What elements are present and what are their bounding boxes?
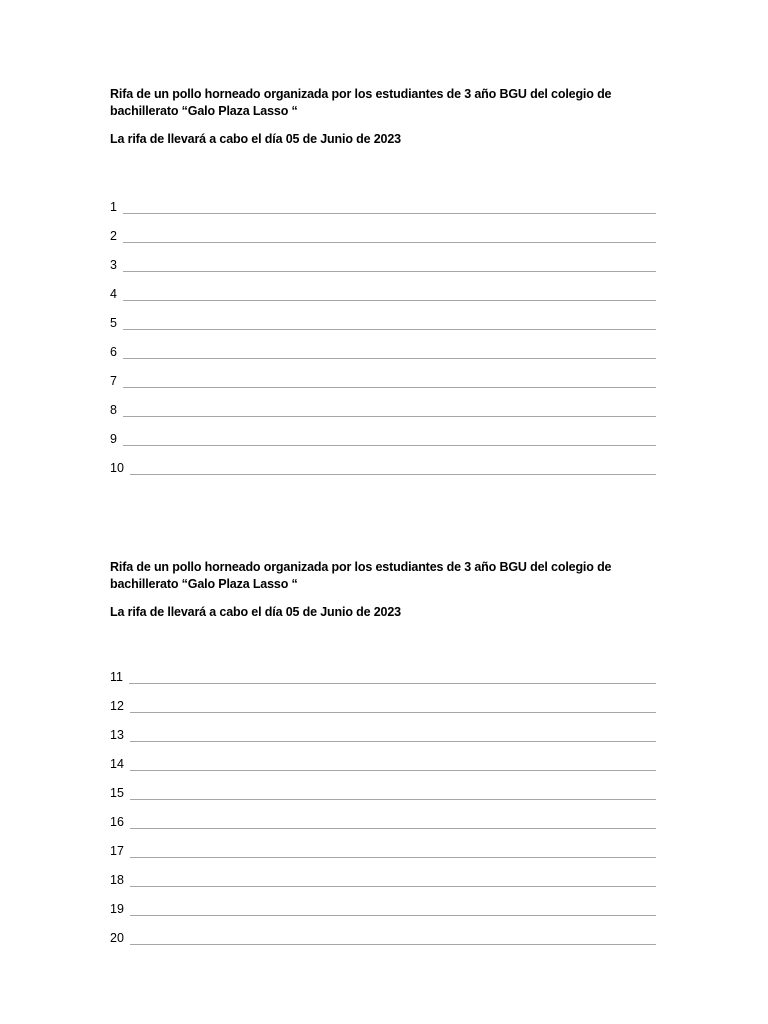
entry-blank-line[interactable]: [130, 856, 656, 858]
raffle-date: La rifa de llevará a cabo el día 05 de Junio de 2023: [110, 605, 401, 619]
raffle-title: Rifa de un pollo horneado organizada por los estudiantes de 3 año BGU del colegio de bachillerato “Galo Plaza Lasso “: [110, 560, 612, 591]
raffle-date: La rifa de llevará a cabo el día 05 de Junio de 2023: [110, 132, 401, 146]
raffle-entry[interactable]: [110, 390, 656, 419]
entry-blank-line[interactable]: [130, 827, 656, 829]
entry-number: 15: [110, 786, 124, 800]
entry-blank-line[interactable]: [130, 798, 656, 800]
entry-blank-line[interactable]: [130, 885, 656, 887]
raffle-entry[interactable]: [110, 303, 656, 332]
entry-number: 5: [110, 316, 117, 330]
entry-blank-line[interactable]: [130, 769, 656, 771]
entry-blank-line[interactable]: [123, 444, 656, 446]
entry-number: 20: [110, 931, 124, 945]
entry-blank-line[interactable]: [129, 682, 656, 684]
entry-blank-line[interactable]: [123, 357, 656, 359]
raffle-entry[interactable]: [110, 332, 656, 361]
entry-blank-line[interactable]: [123, 241, 656, 243]
raffle-entry[interactable]: [110, 245, 656, 274]
raffle-entry[interactable]: [110, 860, 656, 889]
entry-number: 8: [110, 403, 117, 417]
entry-number: 1: [110, 200, 117, 214]
entry-number: 17: [110, 844, 124, 858]
entry-blank-line[interactable]: [123, 270, 656, 272]
raffle-entry[interactable]: [110, 361, 656, 390]
entry-number: 7: [110, 374, 117, 388]
raffle-entry[interactable]: [110, 274, 656, 303]
entry-blank-line[interactable]: [123, 299, 656, 301]
entry-number: 13: [110, 728, 124, 742]
entry-blank-line[interactable]: [130, 943, 656, 945]
entry-blank-line[interactable]: [123, 415, 656, 417]
raffle-entry[interactable]: [110, 686, 656, 715]
raffle-entry[interactable]: [110, 448, 656, 477]
entry-number: 16: [110, 815, 124, 829]
raffle-entry[interactable]: [110, 802, 656, 831]
raffle-entry[interactable]: [110, 187, 656, 216]
entry-number: 9: [110, 432, 117, 446]
entry-number: 19: [110, 902, 124, 916]
entry-blank-line[interactable]: [130, 473, 656, 475]
entry-blank-line[interactable]: [130, 914, 656, 916]
raffle-entry[interactable]: [110, 657, 656, 686]
entry-number: 11: [110, 670, 123, 684]
raffle-entry[interactable]: [110, 419, 656, 448]
raffle-entry[interactable]: [110, 773, 656, 802]
entry-blank-line[interactable]: [130, 711, 656, 713]
entry-blank-line[interactable]: [123, 212, 656, 214]
entry-number: 6: [110, 345, 117, 359]
entry-blank-line[interactable]: [123, 328, 656, 330]
entry-number: 4: [110, 287, 117, 301]
entry-number: 14: [110, 757, 124, 771]
raffle-entry-list: [110, 187, 656, 477]
entry-blank-line[interactable]: [130, 740, 656, 742]
raffle-entry[interactable]: [110, 715, 656, 744]
raffle-title: Rifa de un pollo horneado organizada por los estudiantes de 3 año BGU del colegio de bachillerato “Galo Plaza Lasso “: [110, 87, 612, 118]
entry-blank-line[interactable]: [123, 386, 656, 388]
entry-number: 10: [110, 461, 124, 475]
raffle-entry[interactable]: [110, 831, 656, 860]
entry-number: 3: [110, 258, 117, 272]
entry-number: 2: [110, 229, 117, 243]
raffle-entry[interactable]: [110, 889, 656, 918]
raffle-entry[interactable]: [110, 744, 656, 773]
entry-number: 12: [110, 699, 124, 713]
raffle-sheet-2: [110, 559, 656, 947]
raffle-entry-list: [110, 657, 656, 947]
raffle-entry[interactable]: [110, 918, 656, 947]
entry-number: 18: [110, 873, 124, 887]
raffle-sheet-1: [110, 86, 656, 477]
raffle-entry[interactable]: [110, 216, 656, 245]
